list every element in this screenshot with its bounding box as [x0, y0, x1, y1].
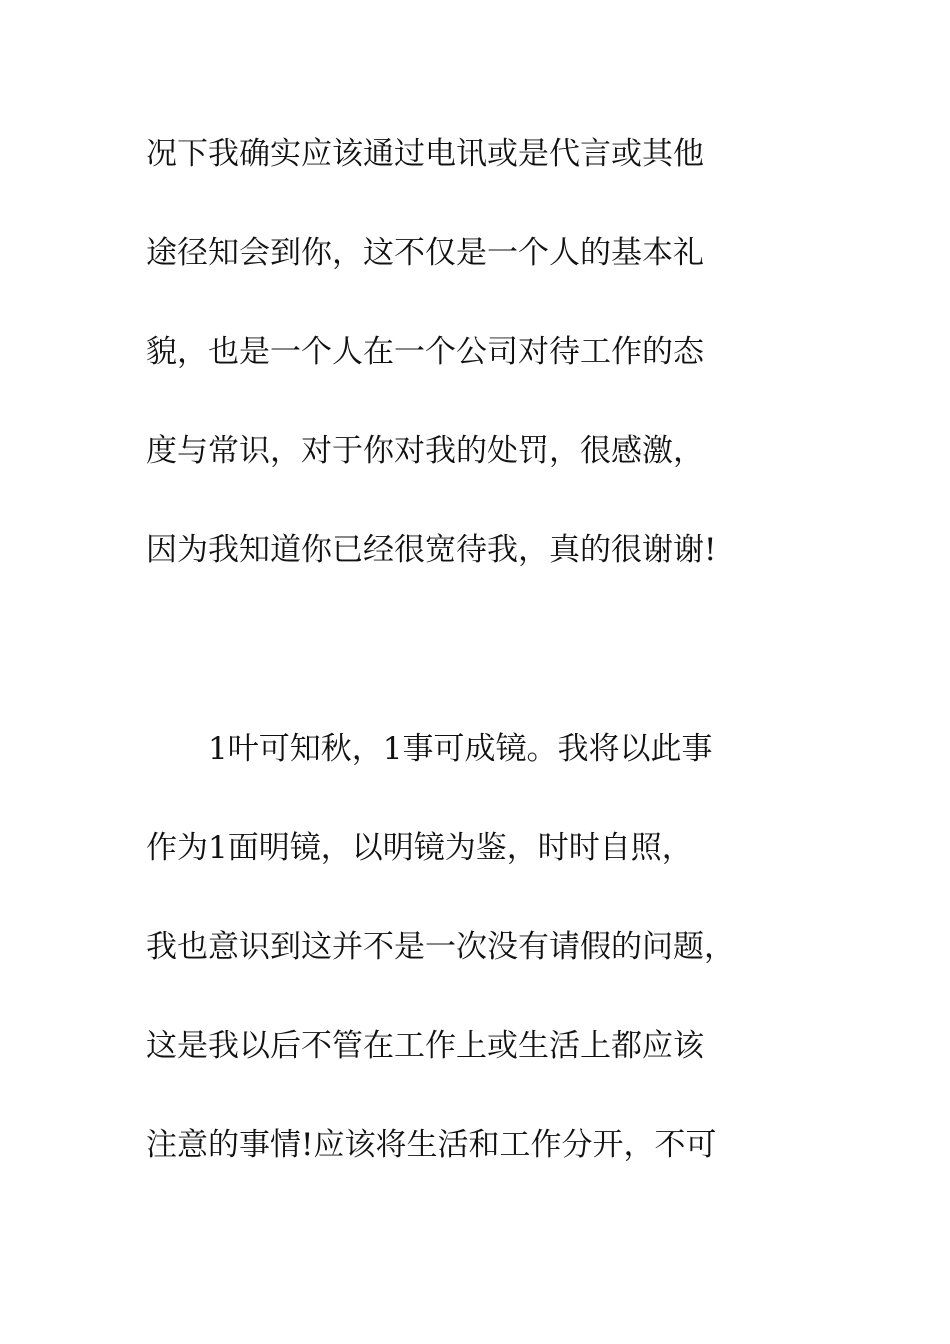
paragraph-1-line-4: 度与常识，对于你对我的处罚，很感激， [146, 433, 704, 469]
paragraph-2-line-1: 1叶可知秋，1事可成镜。我将以此事 [146, 731, 713, 767]
paragraph-1-line-5: 因为我知道你已经很宽待我，真的很谢谢! [146, 532, 717, 568]
paragraph-1-line-3: 貌，也是一个人在一个公司对待工作的态 [146, 334, 704, 370]
paragraph-2-line-4: 这是我以后不管在工作上或生活上都应该 [146, 1028, 704, 1064]
paragraph-2-line-3: 我也意识到这并不是一次没有请假的问题， [146, 929, 735, 965]
paragraph-2-line-2: 作为1面明镜，以明镜为鉴，时时自照， [146, 830, 693, 866]
paragraph-1-line-1: 况下我确实应该通过电讯或是代言或其他 [146, 136, 704, 172]
paragraph-2-line-5: 注意的事情!应该将生活和工作分开，不可 [146, 1127, 717, 1163]
paragraph-1-line-2: 途径知会到你，这不仅是一个人的基本礼 [146, 235, 704, 271]
